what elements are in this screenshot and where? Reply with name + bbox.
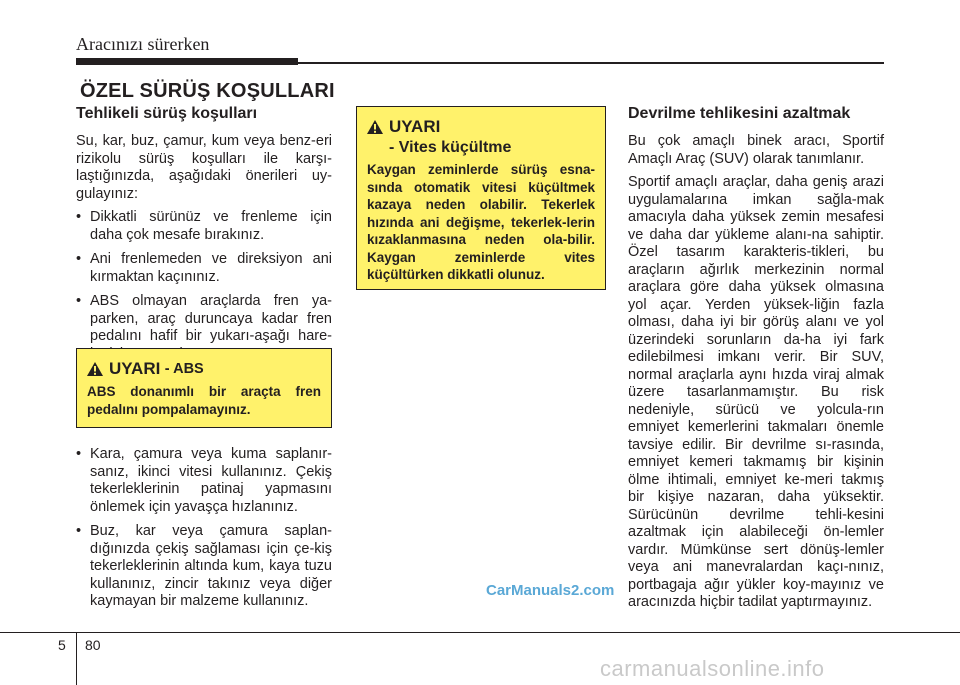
warning-subtitle: - Vites küçültme: [389, 139, 512, 156]
page-number: 80: [85, 637, 101, 653]
list-item: • Kara, çamura veya kuma saplanır-sanız, ikinci vitesi kullanınız. Çekiş tekerleklerinin patinaj yapmasını önlemek için yavaşça hızlanınız.: [76, 446, 332, 516]
footer-divider: [76, 632, 77, 685]
warning-header: [367, 117, 595, 137]
header-bar: [76, 58, 298, 65]
list-item: • Buz, kar veya çamura saplan-dığınızda çekiş sağlaması için çe-kiş tekerleklerinin altında kum, kaya tuzu kullanınız, zincir takınız veya diğer kaymayan bir malzeme kullanınız.: [76, 523, 332, 611]
right-paragraph-1: Bu çok amaçlı binek aracı, Sportif Amaçlı Araç (SUV) olarak tanımlanır.: [628, 133, 884, 167]
left-intro: Su, kar, buz, çamur, kum veya benz-eri rizikolu sürüş koşulları ile karşı-laştığınızda, aşağıdaki önerileri uy-gulayınız:: [76, 133, 332, 202]
right-column: [628, 104, 884, 618]
left-column-lower: [76, 446, 332, 618]
warning-triangle-icon: [87, 362, 103, 376]
warning-body: Kaygan zeminlerde sürüş esna-sında otomatik vitesi küçültmek kazaya neden olabilir. Tekerlek hızında ani değişme, tekerlek-lerin kızaklanmasına neden ola-bilir. Kaygan zeminlerde vites küçültürken dikkatli olunuz.: [367, 162, 595, 282]
warning-triangle-icon: [367, 120, 383, 134]
warning-header: [87, 359, 321, 379]
list-item: • Ani frenlemeden ve direksiyon ani kırmaktan kaçınınız.: [76, 251, 332, 286]
list-item: • ABS olmayan araçlarda fren ya-parken, araç duruncaya kadar fren pedalını hafif bir yukarı-aşağı hare-: [76, 293, 332, 363]
watermark-link[interactable]: CarManuals2.com: [486, 582, 615, 599]
right-heading: Devrilme tehlikesini azaltmak: [628, 105, 851, 122]
footer-watermark: carmanualsonline.info: [600, 656, 825, 681]
warning-title: UYARI: [389, 117, 441, 136]
warning-subtitle: - ABS: [164, 361, 204, 377]
warning-box-abs: [76, 348, 332, 428]
list-item: • Dikkatli sürünüz ve frenleme için daha çok mesafe bırakınız.: [76, 209, 332, 244]
bullet-list-1: [76, 209, 332, 363]
warning-box-downshift: [356, 106, 606, 290]
header-rule: [298, 62, 884, 64]
chapter-number: 5: [58, 637, 66, 653]
left-column: [76, 104, 332, 370]
section-title: ÖZEL SÜRÜŞ KOŞULLARI: [80, 80, 335, 102]
right-paragraph-2: Sportif amaçlı araçlar, daha geniş arazi uygulamalarına imkan sağla-mak amacıyla daha yüksek zemin mesafesi ve daha dar yükleme alanı-na sahiptir. Özel tasarım karakteris-tikleri, bu araçların ağırlık merkezinin normal araçlara göre daha yüksek olmasına yol açar. Yerden yüksek-liğin fazla olması, daha iyi bir görüş alanı ve yol üzerindeki sorunların da-ha iyi fark edilebilmesi imkanı verir. Bir SUV, normal araçlarla aynı hızda viraj almak üzere tasarlanmamıştır. Bu risk nedeniyle, sürücü ve yolcula-rın emniyet kemerlerini takmaları önemle tavsiye edilir. Bir devrilme sı-rasında, emniyet kemeri takmamış bir kişinin ölme ihtimali, emniyet ke-meri takmış bir kişiye nazaran, daha yüksektir. Sürücünün devrilme tehli-kesini azaltmak için alabileceği ön-lemler vardır. Mümkünse sert dönüş-lemler veya ani manevralardan kaçı-nınız, portbagaja ağır yükler koy-mayınız ve aracınızda hiçbir tadilat yaptırmayınız.: [628, 174, 884, 610]
chapter-header-title: Aracınızı sürerken: [76, 34, 210, 54]
left-heading: Tehlikeli sürüş koşulları: [76, 105, 258, 122]
warning-body: ABS donanımlı bir araçta fren pedalını pompalamayınız.: [87, 384, 321, 417]
warning-title: UYARI: [109, 359, 161, 378]
bullet-list-2: [76, 446, 332, 611]
footer-rule: [0, 632, 960, 633]
